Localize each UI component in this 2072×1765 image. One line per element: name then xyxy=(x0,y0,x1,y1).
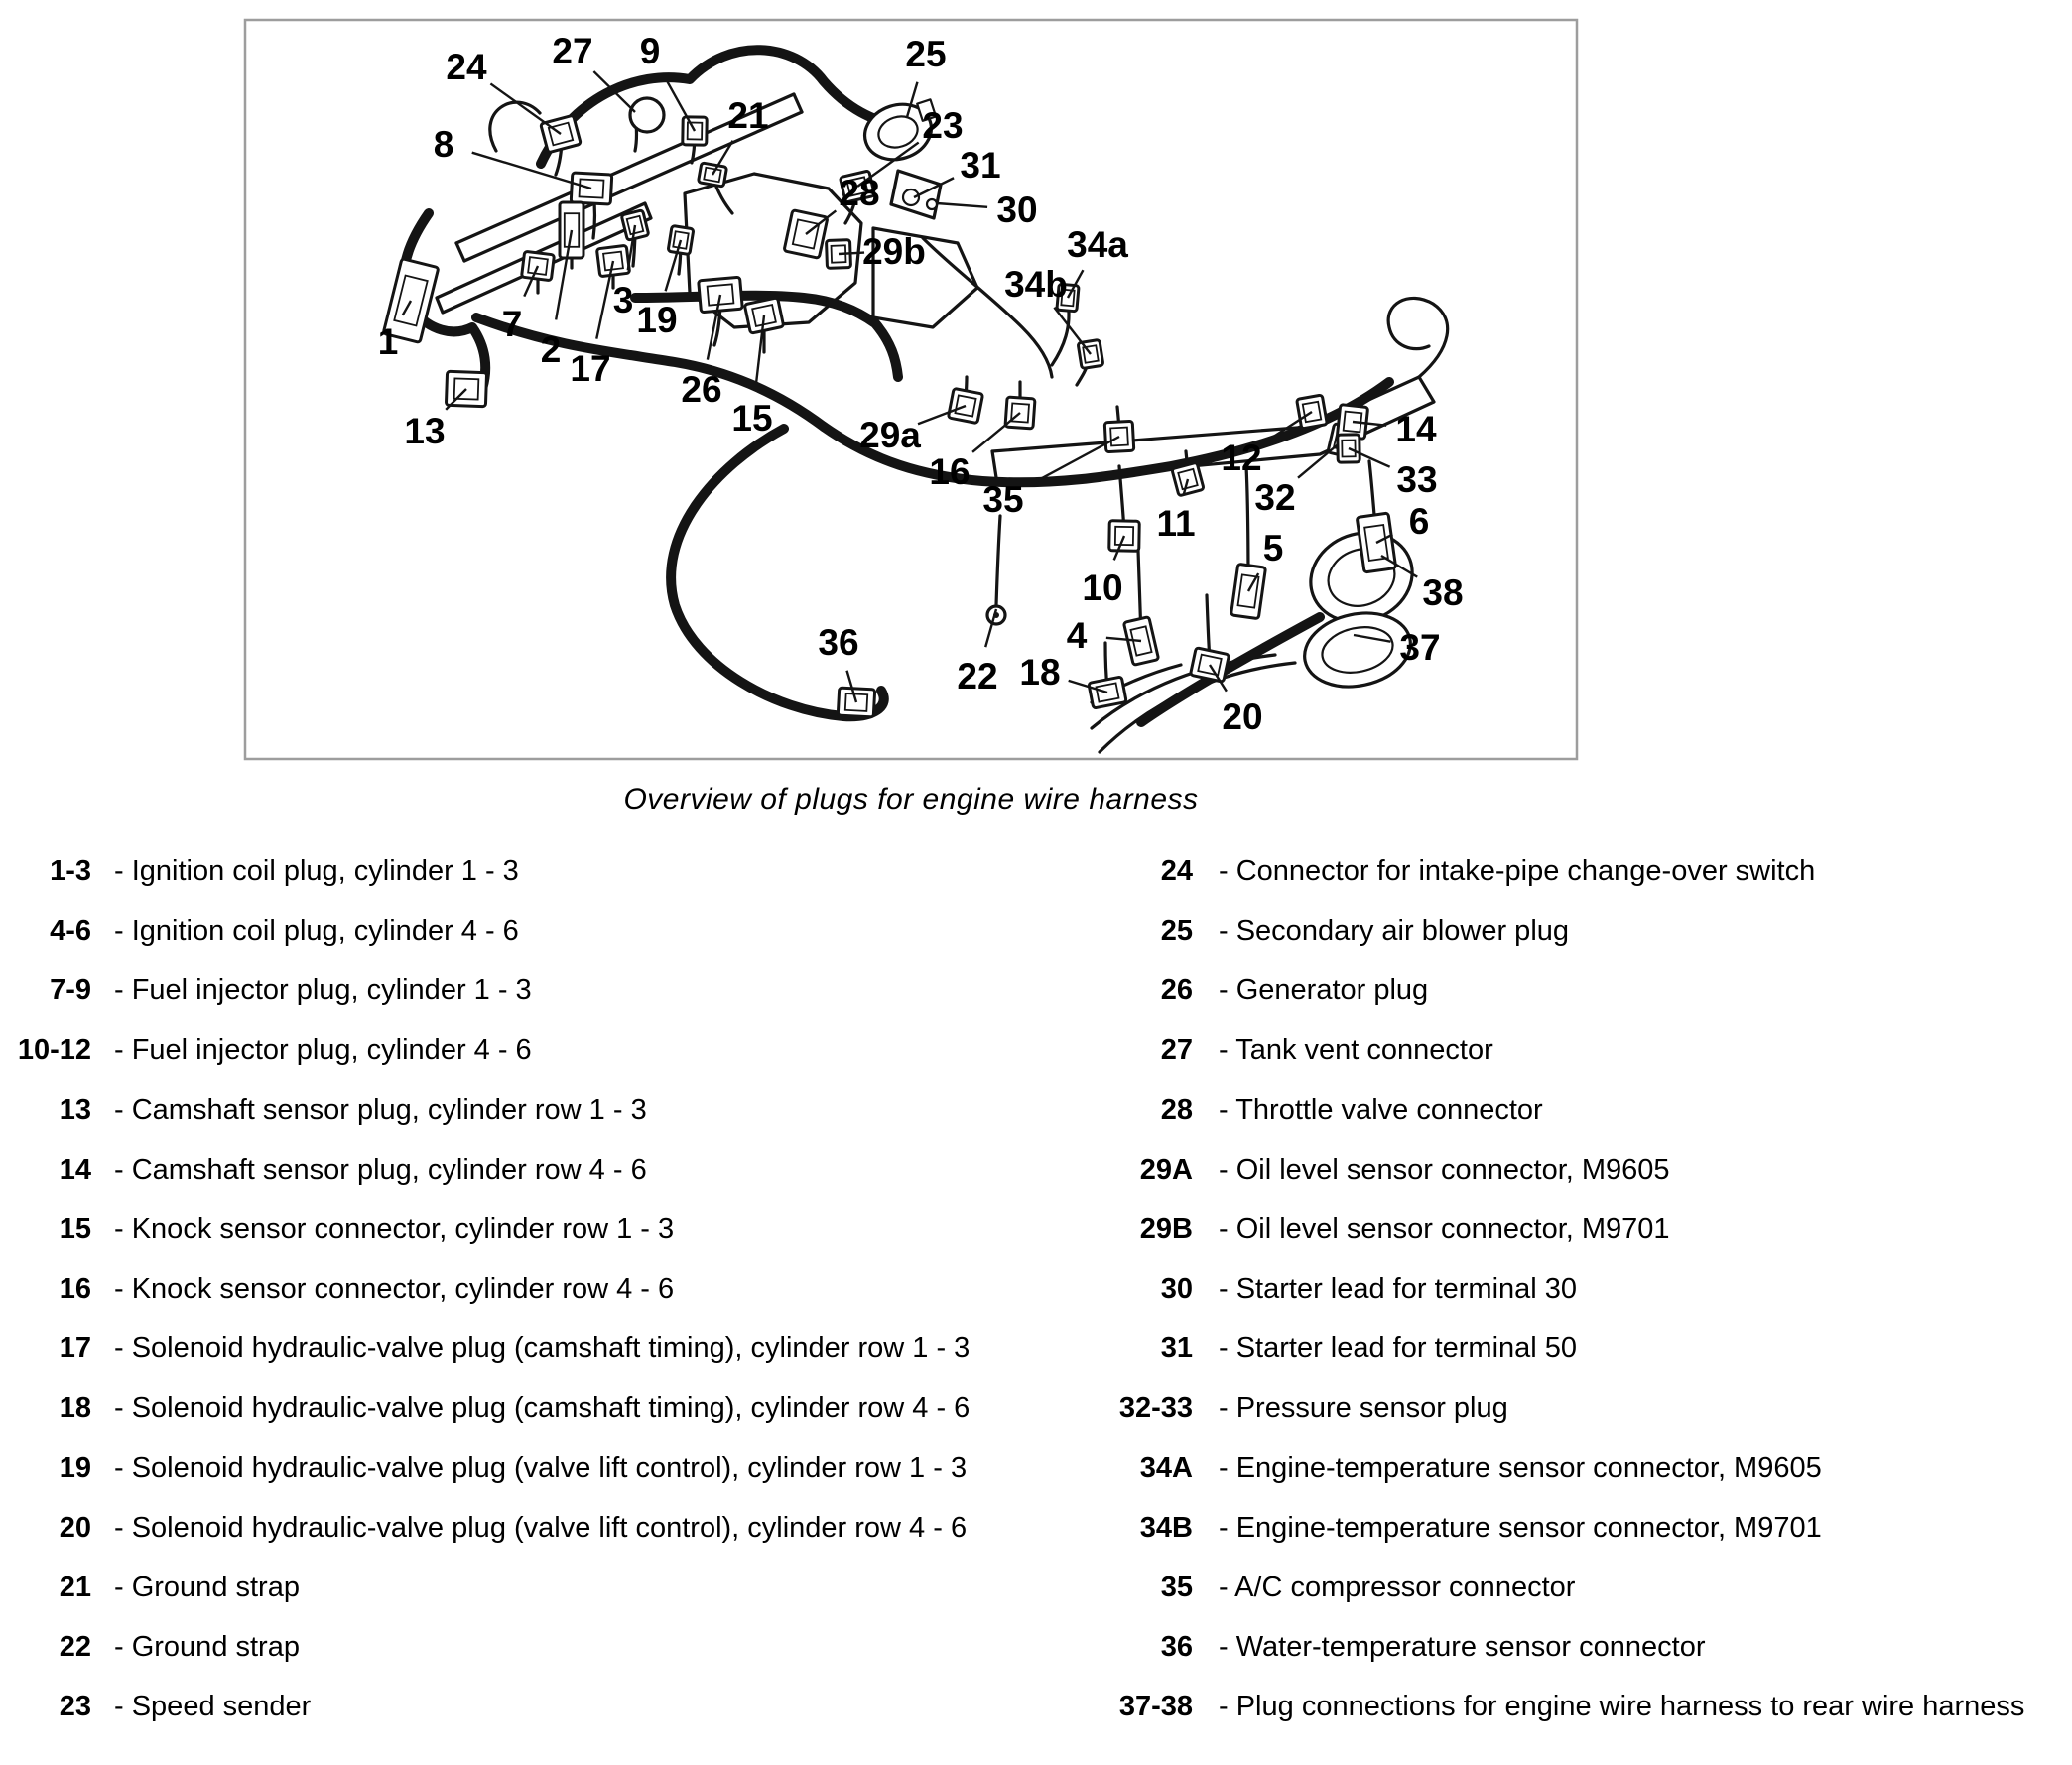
callout-label-31: 31 xyxy=(960,145,1001,186)
legend-entry-description: - Knock sensor connector, cylinder row 4 - 6 xyxy=(114,1273,675,1306)
callout-label-14: 14 xyxy=(1395,409,1437,449)
legend-entry-number: 24 xyxy=(1160,855,1193,887)
legend-entry-number: 20 xyxy=(59,1511,91,1544)
legend-row-34B xyxy=(0,1511,2072,1545)
legend-entry-description: - Engine-temperature sensor connector, M9605 xyxy=(1219,1451,1822,1484)
callout-label-10: 10 xyxy=(1082,567,1123,608)
callout-label-4: 4 xyxy=(1066,615,1088,656)
callout-label-33: 33 xyxy=(1396,459,1438,500)
legend-entry-number: 7-9 xyxy=(50,974,91,1007)
legend-entry-number: 1-3 xyxy=(50,855,91,887)
legend-entry-description: - Ignition coil plug, cylinder 4 - 6 xyxy=(114,915,519,947)
legend-row-29B xyxy=(0,1212,2072,1246)
callout-label-34b: 34b xyxy=(1004,264,1068,305)
legend-entry-number: 10-12 xyxy=(17,1034,91,1067)
callout-label-38: 38 xyxy=(1422,572,1464,613)
legend-entry-description: - Plug connections for engine wire harness to rear wire harness xyxy=(1219,1691,2025,1723)
legend-entry-description: - Oil level sensor connector, M9701 xyxy=(1219,1212,1670,1245)
callout-label-27: 27 xyxy=(552,31,593,71)
callout-label-8: 8 xyxy=(433,124,454,165)
callout-label-20: 20 xyxy=(1222,696,1263,737)
legend-entry-number: 22 xyxy=(59,1630,91,1663)
callout-label-3: 3 xyxy=(612,280,634,320)
legend-entry-number: 26 xyxy=(1160,974,1193,1007)
callout-label-6: 6 xyxy=(1408,501,1430,542)
callout-label-12: 12 xyxy=(1221,438,1262,478)
legend-entry-description: - Solenoid hydraulic-valve plug (valve lift control), cylinder row 4 - 6 xyxy=(114,1511,968,1544)
legend-entry-number: 32-33 xyxy=(1118,1392,1193,1425)
legend-entry-number: 13 xyxy=(59,1093,91,1126)
callout-label-11: 11 xyxy=(1156,503,1196,544)
legend-entry-description: - Tank vent connector xyxy=(1219,1034,1493,1067)
legend-entry-number: 29B xyxy=(1139,1212,1193,1245)
figure-caption: Overview of plugs for engine wire harness xyxy=(623,783,1199,816)
legend-entry-description: - Solenoid hydraulic-valve plug (camshaft timing), cylinder row 4 - 6 xyxy=(114,1392,971,1425)
legend-entry-number: 34B xyxy=(1139,1511,1193,1544)
legend-entry-description: - Ignition coil plug, cylinder 1 - 3 xyxy=(114,855,519,887)
legend-entry-description: - Connector for intake-pipe change-over switch xyxy=(1219,855,1816,887)
legend-entry-description: - Water-temperature sensor connector xyxy=(1219,1630,1706,1663)
callout-label-25: 25 xyxy=(905,34,947,74)
callout-label-30: 30 xyxy=(996,189,1038,230)
legend-entry-description: - Solenoid hydraulic-valve plug (valve lift control), cylinder row 1 - 3 xyxy=(114,1451,968,1484)
callout-label-29b: 29b xyxy=(862,231,926,272)
legend-entry-number: 21 xyxy=(59,1571,91,1603)
legend-entry-description: - Fuel injector plug, cylinder 4 - 6 xyxy=(114,1034,532,1067)
callout-label-22: 22 xyxy=(957,656,998,696)
legend-entry-description: - Oil level sensor connector, M9605 xyxy=(1219,1153,1670,1186)
legend-entry-description: - Starter lead for terminal 30 xyxy=(1219,1273,1578,1306)
callout-label-36: 36 xyxy=(818,622,859,663)
legend-entry-number: 25 xyxy=(1160,915,1193,947)
callout-label-29a: 29a xyxy=(859,415,921,455)
legend-entry-description: - Fuel injector plug, cylinder 1 - 3 xyxy=(114,974,532,1007)
legend-entry-number: 17 xyxy=(59,1332,91,1365)
legend-entry-number: 16 xyxy=(59,1273,91,1306)
legend-row-37-38 xyxy=(0,1690,2072,1723)
legend-row-31 xyxy=(0,1331,2072,1365)
callout-label-1: 1 xyxy=(377,321,399,362)
callout-label-7: 7 xyxy=(501,304,523,344)
legend-entry-description: - Throttle valve connector xyxy=(1219,1093,1543,1126)
legend-entry-number: 36 xyxy=(1160,1630,1193,1663)
legend-entry-description: - Pressure sensor plug xyxy=(1219,1392,1508,1425)
legend-entry-number: 35 xyxy=(1160,1571,1193,1603)
callout-label-16: 16 xyxy=(929,451,971,492)
callout-label-28: 28 xyxy=(839,173,880,213)
legend-entry-description: - Speed sender xyxy=(114,1691,312,1723)
callout-label-18: 18 xyxy=(1019,652,1061,693)
callout-label-32: 32 xyxy=(1254,477,1296,518)
legend-entry-number: 19 xyxy=(59,1451,91,1484)
legend-entry-number: 27 xyxy=(1160,1034,1193,1067)
legend-entry-number: 23 xyxy=(59,1691,91,1723)
callout-label-2: 2 xyxy=(540,329,562,370)
callout-label-24: 24 xyxy=(446,47,487,87)
legend-entry-number: 28 xyxy=(1160,1093,1193,1126)
legend-entry-description: - Solenoid hydraulic-valve plug (camshaft timing), cylinder row 1 - 3 xyxy=(114,1332,971,1365)
legend-row-35 xyxy=(0,1571,2072,1604)
legend-row-30 xyxy=(0,1272,2072,1306)
legend-entry-description: - Camshaft sensor plug, cylinder row 4 - 6 xyxy=(114,1153,647,1186)
legend-entry-description: - Ground strap xyxy=(114,1630,300,1663)
legend-row-27 xyxy=(0,1033,2072,1067)
callout-label-17: 17 xyxy=(570,348,611,389)
legend-row-24 xyxy=(0,854,2072,888)
legend-row-26 xyxy=(0,973,2072,1007)
legend-entry-description: - A/C compressor connector xyxy=(1219,1571,1576,1603)
callout-label-21: 21 xyxy=(727,95,769,136)
legend-entry-number: 34A xyxy=(1139,1451,1193,1484)
callout-label-15: 15 xyxy=(731,398,773,439)
legend-entry-description: - Starter lead for terminal 50 xyxy=(1219,1332,1578,1365)
legend-row-32-33 xyxy=(0,1391,2072,1425)
callout-label-37: 37 xyxy=(1399,627,1441,668)
legend-row-34A xyxy=(0,1451,2072,1485)
legend-entry-number: 18 xyxy=(59,1392,91,1425)
legend-entry-description: - Generator plug xyxy=(1219,974,1429,1007)
legend-entry-description: - Engine-temperature sensor connector, M9701 xyxy=(1219,1511,1822,1544)
legend-entry-description: - Knock sensor connector, cylinder row 1 - 3 xyxy=(114,1212,675,1245)
legend-entry-number: 14 xyxy=(59,1153,91,1186)
legend-entry-number: 4-6 xyxy=(50,915,91,947)
legend-entry-number: 31 xyxy=(1160,1332,1193,1365)
callout-label-5: 5 xyxy=(1262,528,1284,568)
legend-row-36 xyxy=(0,1630,2072,1664)
callout-label-9: 9 xyxy=(639,31,661,71)
legend-row-25 xyxy=(0,914,2072,947)
callout-label-13: 13 xyxy=(404,411,446,451)
legend-entry-number: 37-38 xyxy=(1118,1691,1193,1723)
callout-label-23: 23 xyxy=(922,105,964,146)
legend-entry-description: - Ground strap xyxy=(114,1571,300,1603)
legend-entry-number: 30 xyxy=(1160,1273,1193,1306)
callout-label-35: 35 xyxy=(982,479,1024,520)
callout-label-26: 26 xyxy=(681,369,722,410)
legend-row-28 xyxy=(0,1093,2072,1127)
legend-entry-description: - Secondary air blower plug xyxy=(1219,915,1570,947)
callout-label-34a: 34a xyxy=(1067,224,1128,265)
legend-entry-number: 29A xyxy=(1139,1153,1193,1186)
legend-row-29A xyxy=(0,1153,2072,1187)
callout-label-19: 19 xyxy=(636,300,678,340)
legend-entry-description: - Camshaft sensor plug, cylinder row 1 - 3 xyxy=(114,1093,647,1126)
legend-entry-number: 15 xyxy=(59,1212,91,1245)
